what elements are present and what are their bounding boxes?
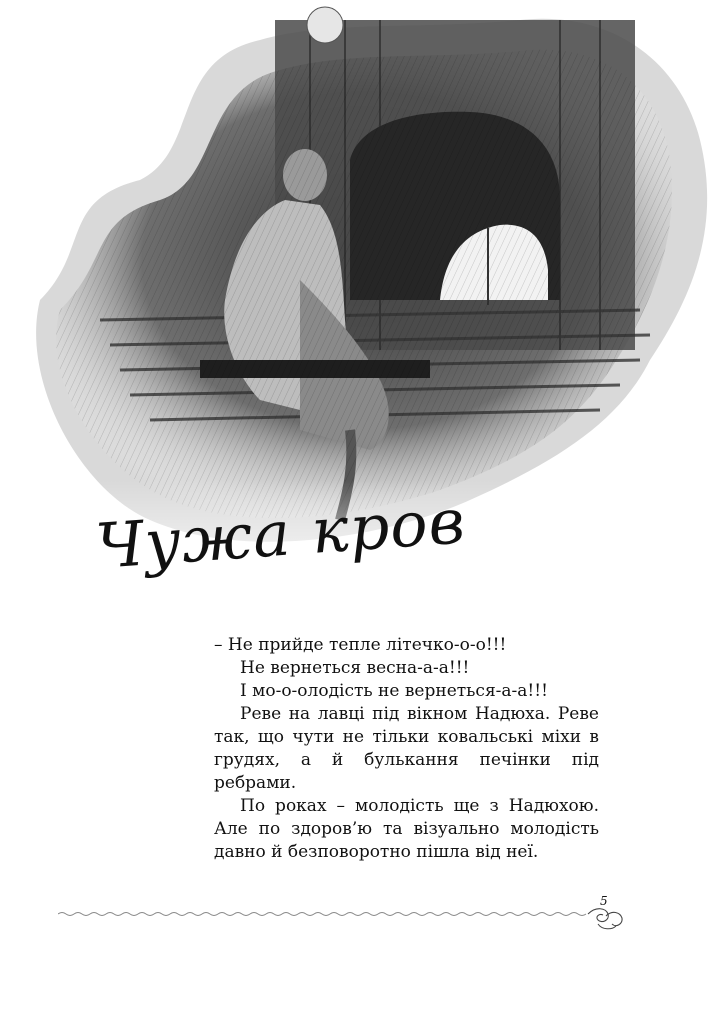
chapter-title: Чужа кров bbox=[93, 484, 468, 583]
paragraph: По роках – молодість ще з Надюхою. Але по здоров’ю та візуально молодість давно й безповоротно пішла від неї. bbox=[214, 796, 599, 862]
paragraph: Реве на лавці під вікном Надюха. Реве так, що чути не тільки ковальські міхи в грудях, а й булькання печінки під ребрами. bbox=[214, 704, 599, 793]
paragraph: – Не прийде тепле літечко-о-о!!! bbox=[214, 635, 507, 655]
body-text bbox=[214, 634, 599, 864]
page-number: 5 bbox=[600, 894, 608, 908]
paragraph: І мо-о-олодість не вернеться-а-а!!! bbox=[240, 681, 548, 701]
ornament-flourish-icon bbox=[586, 902, 626, 932]
footer-divider bbox=[58, 906, 598, 922]
paragraph: Не вернеться весна-а-а!!! bbox=[240, 658, 470, 678]
